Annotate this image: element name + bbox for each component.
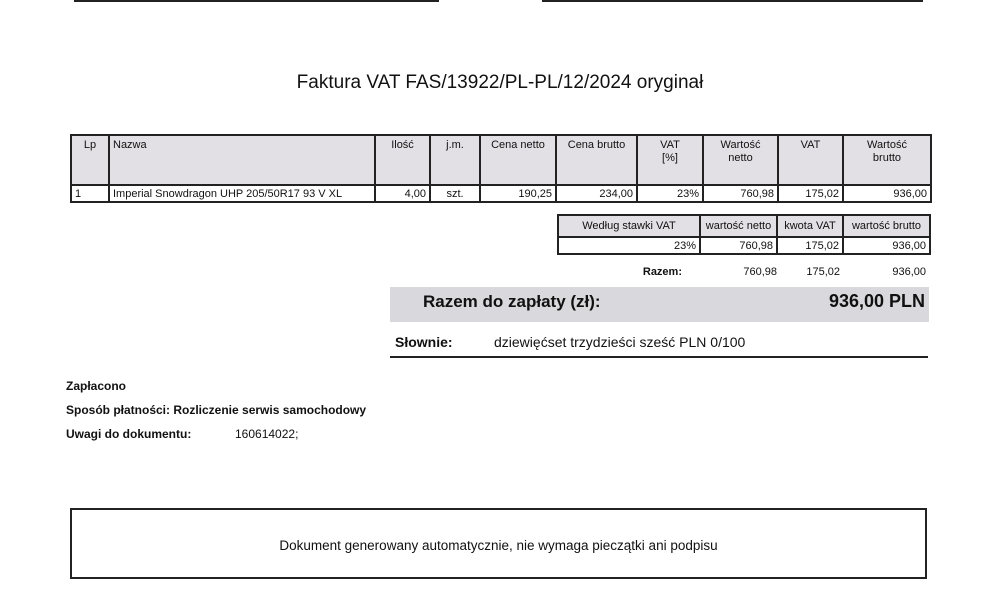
items-table	[70, 134, 932, 203]
cell-cena-brutto: 234,00	[556, 185, 637, 202]
items-header-row	[71, 135, 931, 185]
header-cena-netto: Cena netto	[480, 135, 556, 185]
notes-label: Uwagi do dokumentu:	[66, 427, 192, 441]
cell-lp: 1	[71, 185, 109, 202]
cell-jm: szt.	[430, 185, 480, 202]
header-wartosc-netto-line1: Wartość	[720, 139, 761, 151]
table-row	[71, 185, 931, 202]
header-cena-brutto: Cena brutto	[556, 135, 637, 185]
header-vat-pct-line1: VAT	[660, 139, 680, 151]
payment-method: Sposób płatności: Rozliczenie serwis samochodowy	[66, 403, 367, 417]
cell-ilosc: 4,00	[375, 185, 430, 202]
slownie-divider	[390, 356, 928, 358]
vat-cell-netto: 760,98	[700, 237, 777, 254]
cell-wartosc-netto: 760,98	[703, 185, 778, 202]
cell-cena-netto: 190,25	[480, 185, 556, 202]
slownie-label: Słownie:	[395, 334, 453, 350]
header-nazwa: Nazwa	[109, 135, 375, 185]
cell-vat: 175,02	[778, 185, 843, 202]
total-due-value: 936,00 PLN	[828, 291, 925, 311]
total-due-label: Razem do zapłaty (zł):	[423, 292, 601, 311]
header-wartosc-brutto-line2: brutto	[872, 152, 902, 164]
vat-header-brutto: wartość brutto	[843, 215, 930, 237]
total-due-box	[390, 287, 929, 322]
vat-header-netto: wartość netto	[700, 215, 777, 237]
footer-text: Dokument generowany automatycznie, nie wymaga pieczątki ani podpisu	[279, 538, 718, 553]
razem-netto: 760,98	[743, 266, 777, 278]
cell-wartosc-brutto: 936,00	[843, 185, 931, 202]
razem-vat: 175,02	[806, 266, 840, 278]
header-wartosc-netto	[703, 135, 778, 185]
slownie-value: dziewięćset trzydzieści sześć PLN 0/100	[494, 334, 746, 350]
header-jm: j.m.	[430, 135, 480, 185]
cell-vat-pct: 23%	[637, 185, 703, 202]
table-row	[558, 237, 930, 254]
vat-summary-table	[557, 214, 931, 255]
notes-value: 160614022;	[235, 427, 299, 441]
top-rule-right	[542, 0, 923, 2]
header-vat-pct-line2: [%]	[662, 152, 678, 164]
vat-cell-stawka: 23%	[558, 237, 700, 254]
header-vat: VAT	[778, 135, 843, 185]
vat-cell-kwota: 175,02	[777, 237, 843, 254]
vat-header-kwota: kwota VAT	[777, 215, 843, 237]
vat-header-stawka: Według stawki VAT	[558, 215, 700, 237]
cell-nazwa: Imperial Snowdragon UHP 205/50R17 93 V XL	[109, 185, 375, 202]
vat-cell-brutto: 936,00	[843, 237, 930, 254]
payment-status: Zapłacono	[66, 379, 127, 393]
vat-summary-header-row	[558, 215, 930, 237]
invoice-title: Faktura VAT FAS/13922/PL-PL/12/2024 oryginał	[296, 72, 704, 93]
header-wartosc-netto-line2: netto	[728, 152, 753, 164]
header-vat-pct	[637, 135, 703, 185]
header-ilosc: Ilość	[375, 135, 430, 185]
razem-brutto: 936,00	[892, 266, 926, 278]
header-wartosc-brutto	[843, 135, 931, 185]
header-lp: Lp	[71, 135, 109, 185]
razem-label: Razem:	[642, 266, 682, 278]
top-rule-left	[74, 0, 439, 2]
header-wartosc-brutto-line1: Wartość	[867, 139, 907, 151]
footer-box	[70, 508, 927, 579]
